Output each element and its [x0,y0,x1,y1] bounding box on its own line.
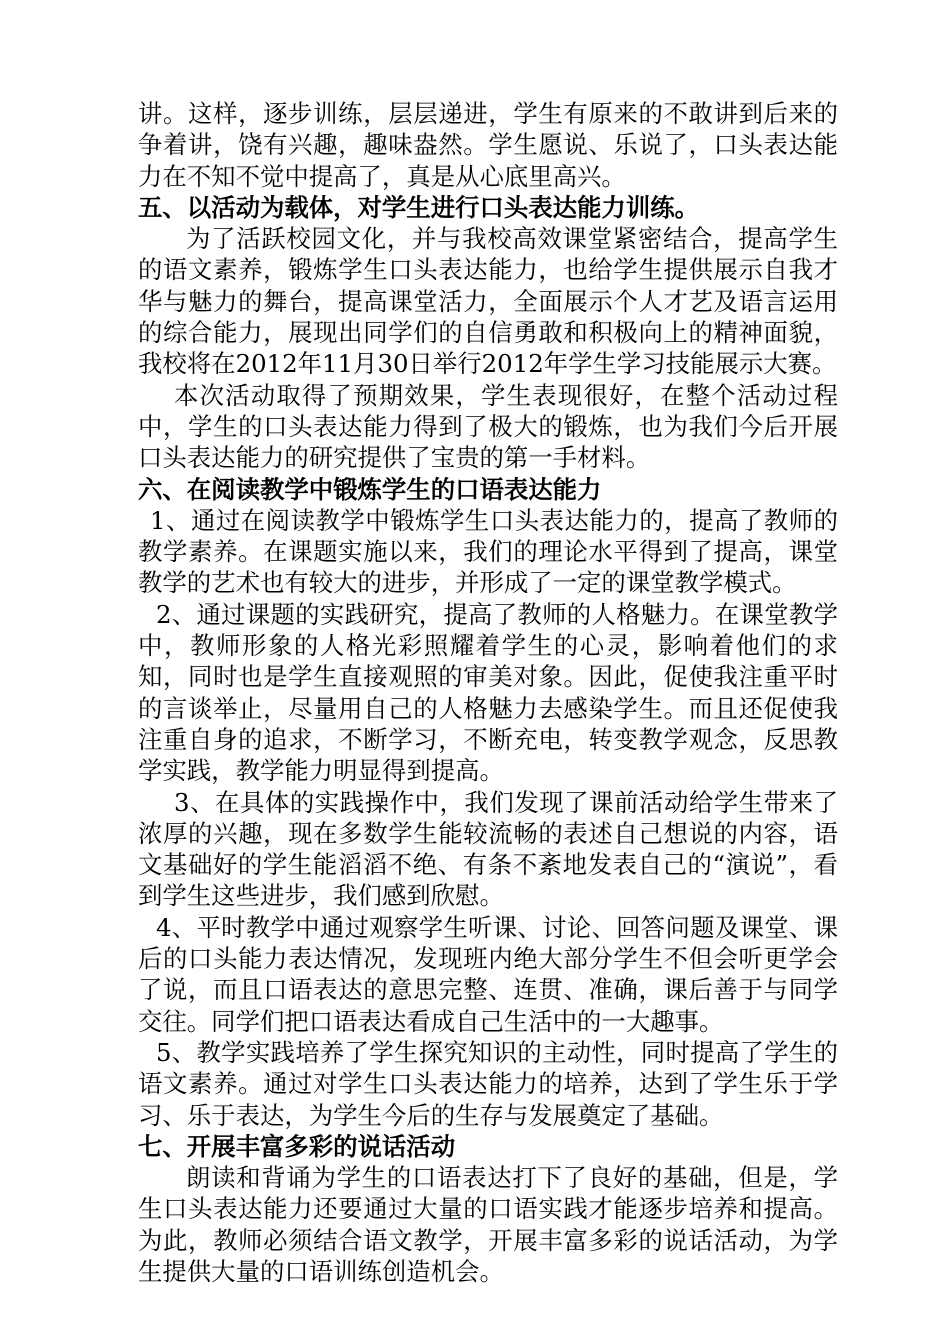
document-page [138,98,838,1287]
paragraph-activity-intro: 为了活跃校园文化，并与我校高效课堂紧密结合，提高学生的语文素养，锻炼学生口头表达能力，也给学生提供展示自我才华与魅力的舞台，提高课堂活力，全面展示个人才艺及语言运用的综合能力，展现出同学们的自信勇敢和积极向上的精神面貌，我校将在2012年11月30日举行2012年学生学习技能展示大赛。 [138,224,838,379]
section-heading-7: 七、开展丰富多彩的说话活动 [138,1131,456,1161]
paragraph-speaking-activity: 朗读和背诵为学生的口语表达打下了良好的基础，但是，学生口头表达能力还要通过大量的口语实践才能逐步培养和提高。为此，教师必须结合语文教学，开展丰富多彩的说话活动，为学生提供大量的口语训练创造机会。 [138,1163,838,1286]
paragraph-item-2: 2、通过课题的实践研究，提高了教师的人格魅力。在课堂教学中，教师形象的人格光彩照耀着学生的心灵，影响着他们的求知，同时也是学生直接观照的审美对象。因此，促使我注重平时的言谈举止，尽量用自己的人格魅力去感染学生。而且还促使我注重自身的追求，不断学习，不断充电，转变教学观念，反思教学实践，教学能力明显得到提高。 [138,599,838,786]
paragraph-item-1: 1、通过在阅读教学中锻炼学生口头表达能力的，提高了教师的教学素养。在课题实施以来，我们的理论水平得到了提高，课堂教学的艺术也有较大的进步，并形成了一定的课堂教学模式。 [138,505,838,598]
paragraph-continuation: 讲。这样，逐步训练，层层递进，学生有原来的不敢讲到后来的争着讲，饶有兴趣，趣味盎然。学生愿说、乐说了，口头表达能力在不知不觉中提高了，真是从心底里高兴。 [138,99,838,191]
paragraph-item-3: 3、在具体的实践操作中，我们发现了课前活动给学生带来了浓厚的兴趣，现在多数学生能较流畅的表述自己想说的内容，语文基础好的学生能滔滔不绝、有条不紊地发表自己的“演说”，看到学生这些进步，我们感到欣慰。 [138,787,838,911]
paragraph-item-4: 4、平时教学中通过观察学生听课、讨论、回答问题及课堂、课后的口头能力表达情况，发现班内绝大部分学生不但会听更学会了说，而且口语表达的意思完整、连贯、准确，课后善于与同学交往。同学们把口语表达看成自己生活中的一大趣事。 [138,912,838,1036]
paragraph-item-5: 5、教学实践培养了学生探究知识的主动性，同时提高了学生的语文素养。通过对学生口头表达能力的培养，达到了学生乐于学习、乐于表达，为学生今后的生存与发展奠定了基础。 [138,1037,838,1130]
paragraph-activity-result: 本次活动取得了预期效果，学生表现很好，在整个活动过程中，学生的口头表达能力得到了极大的锻炼，也为我们今后开展口头表达能力的研究提供了宝贵的第一手材料。 [138,380,838,473]
section-heading-5: 五、以活动为载体，对学生进行口头表达能力训练。 [138,192,699,222]
section-heading-6: 六、在阅读教学中锻炼学生的口语表达能力 [138,474,602,504]
